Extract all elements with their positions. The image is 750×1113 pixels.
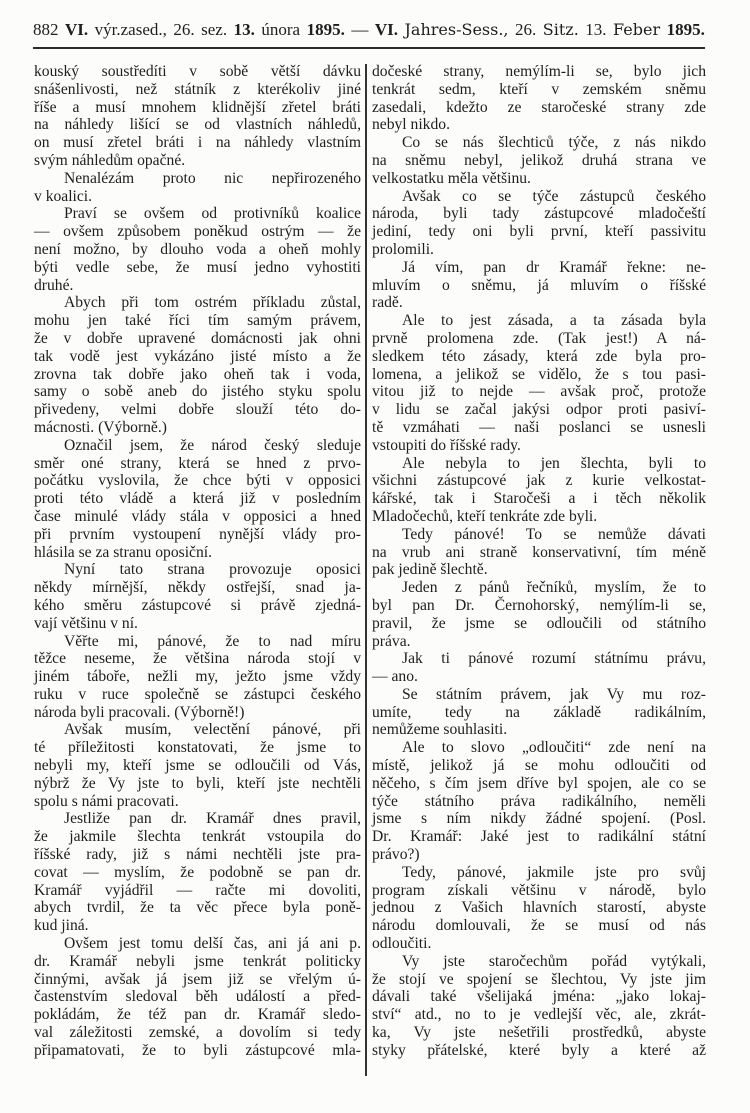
text-line: Věřte mi, pánové, že to nad míru — [64, 632, 361, 650]
text-line: vstoupiti do říšské rady. — [372, 436, 521, 454]
text-line: on musí zřetel bráti i na náhledy vlastním — [34, 134, 361, 152]
text-line: těžce neseme, že většina národa stojí v — [34, 650, 361, 668]
text-line: jsme s ním nikdy žádné spojení. (Posl. — [372, 810, 706, 828]
text-line: kářské, tak i Staročeši a i těch několik — [372, 490, 706, 508]
text-line: práva. — [372, 632, 411, 650]
text-line: Jeden z pánů řečníků, myslím, že to — [402, 579, 706, 597]
paragraph — [34, 721, 361, 810]
paragraph — [34, 561, 361, 632]
text-line: Avšak co se týče zástupců českého — [402, 187, 706, 205]
text-line: tak vodě jest vykázáno jisté místo a že — [34, 347, 361, 365]
text-line: Kramář vyjádřil — račte mi dovoliti, — [34, 881, 361, 899]
text-line: nemůžeme souhlasiti. — [372, 721, 508, 739]
text-line: jednou z Vašich hlavních starostí, abyste — [372, 899, 706, 917]
text-line: Mladočechů, kteří tenkráte zde byli. — [372, 507, 598, 525]
text-line: na vrub ani straně konservativní, tím méně — [372, 543, 706, 561]
text-line: Avšak musím, velectění pánové, při — [64, 721, 361, 739]
text-line: že v dobře upravené domácnosti jak ohni — [34, 329, 361, 347]
right-column — [372, 63, 706, 1060]
text-line: v koalici. — [34, 187, 93, 205]
text-line: někdy mírnější, někdy ostřejší, snad ja- — [34, 579, 361, 597]
text-line: Jestliže pan dr. Kramář dnes pravil, — [64, 810, 361, 828]
text-line: dočeské strany, nemýlím-li se, bylo jich — [372, 63, 706, 80]
paragraph — [372, 134, 706, 187]
paragraph — [34, 294, 361, 436]
text-line: nebyl nikdo. — [372, 116, 450, 134]
text-line: Co se nás šlechticů týče, z nás nikdo — [402, 134, 706, 152]
text-line: Praví se ovšem od protivníků koalice — [64, 205, 361, 223]
text-line: ka, Vy jste nešetřili prostředků, abyste — [372, 1024, 706, 1042]
text-line: — ovšem způsobem poněkud ostrým — že — [34, 223, 361, 241]
text-line: zrovna tak dobře jako oheň tak i voda, — [34, 365, 361, 383]
text-line: Ovšem jest tomu delší čas, ani já ani p. — [64, 935, 361, 953]
text-line: odloučiti. — [372, 935, 432, 953]
text-line: samy o sobě aneb do jistého styku spolu — [34, 383, 361, 401]
text-line: na náhledy lišící se od vlastních náhledů, — [34, 116, 361, 134]
text-line: Dr. Kramář: Jaké jest to radikální státní — [372, 828, 706, 846]
paragraph — [34, 437, 361, 562]
text-line: Tedy, pánové, jakmile jste pro svůj — [402, 863, 706, 881]
column-divider — [365, 64, 367, 1076]
text-line: čase minulé vlády stála v opposici a hned — [34, 507, 361, 525]
text-line: národa byli pracovali. (Výborně!) — [34, 703, 245, 721]
paragraph — [372, 864, 706, 953]
text-line: činnými, avšak já jsem již se vřelým ú- — [34, 970, 361, 988]
paragraph — [372, 739, 706, 864]
header-cz-sitting-label: sez. — [201, 20, 228, 39]
text-line: Vy jste staročechům pořád vytýkali, — [402, 952, 706, 970]
text-line: kud jiná. — [34, 917, 89, 935]
text-line: kouský soustředíti v sobě větší dávku — [34, 63, 361, 80]
header-de-month: Feber — [613, 20, 661, 39]
header-cz-session-label: výr.zased., — [94, 20, 167, 39]
text-line: říše a musí mnohem klidnější zřetel bráti — [34, 98, 361, 116]
text-line: mluvím o sněmu, já mluvím o říšské — [372, 276, 706, 294]
text-line: vitou již to nejde — avšak proč, protože — [372, 383, 706, 401]
paragraph — [372, 686, 706, 739]
text-line: pravil, že jsme se odloučili od státního — [372, 614, 706, 632]
paragraph — [34, 63, 361, 170]
header-de-session-label: Jahres-Sess., — [404, 20, 509, 39]
text-line: že jakmile šlechta tenkrát vstoupila do — [34, 828, 361, 846]
text-line: býti vedle sebe, že musí jedno vyhostiti — [34, 258, 361, 276]
text-line: jediní, tedy oni byli první, kteří passivitu — [372, 223, 706, 241]
paragraph — [34, 170, 361, 206]
text-line: druhé. — [34, 276, 74, 294]
text-line: val záležitosti zemské, a dovolím si tedy — [34, 1024, 361, 1042]
text-line: není možno, by dlouho voda a oheň mohly — [34, 240, 361, 258]
text-line: té příležitosti konstatovati, že jsme to — [34, 739, 361, 757]
text-line: Označil jsem, že národ český sleduje — [64, 436, 361, 454]
paragraph — [34, 633, 361, 722]
paragraph — [372, 953, 706, 1060]
paragraph — [372, 526, 706, 579]
text-line: nebyli my, kteří jsme se odloučili od Vás, — [34, 757, 361, 775]
paragraph — [372, 63, 706, 134]
text-line: Jak ti pánové rozumí státnímu právu, — [402, 650, 706, 668]
text-line: mohu jen také říci tím samým právem, — [34, 312, 361, 330]
paragraph — [372, 188, 706, 259]
text-line: ství“ atd., no to je vedlejší věc, ale, zkrát- — [372, 1006, 706, 1024]
text-line: Ale to jest zásada, a ta zásada byla — [402, 312, 706, 330]
text-line: připamatovati, že to byli zástupcové mla- — [34, 1041, 361, 1059]
text-line: lomena, a jelikož se vidělo, že s tou pasi- — [372, 365, 706, 383]
paragraph — [372, 312, 706, 454]
text-line: týče státního práva radikálního, neměli — [372, 792, 706, 810]
text-line: hlásila se za stranu oposiční. — [34, 543, 212, 561]
text-line: v lidu se začal jakýsi odpor proti pasiví- — [372, 401, 706, 419]
text-line: pokládám, že též pan dr. Kramář sledo- — [34, 1006, 361, 1024]
text-line: právo?) — [372, 846, 420, 864]
text-line: při prvním vystoupení nynější vlády pro- — [34, 525, 361, 543]
header-de-day: 13. — [585, 20, 607, 39]
text-line: kého směru zástupcové si právě zjedná- — [34, 596, 361, 614]
text-line: umíte, tedy na základě radikálním, — [372, 703, 706, 721]
paragraph — [34, 935, 361, 1060]
text-line: všichni zástupcové jak z kurie velkostat- — [372, 472, 706, 490]
text-line: pak jedině šlechtě. — [372, 561, 488, 579]
header-de-sitting-label: Sitz. — [542, 20, 579, 39]
text-line: národu domlouvali, že se musí od nás — [372, 917, 706, 935]
text-line: tě vzmáhati — naši poslanci se usnesli — [372, 418, 706, 436]
text-line: říšské rady, již s námi nechtěli jste pra- — [34, 846, 361, 864]
page-number: 882 — [33, 20, 59, 39]
text-line: jiném táboře, nežli my, ježto jsme vždy — [34, 668, 361, 686]
text-line: styky přátelské, které byly a které až — [372, 1041, 706, 1059]
text-line: Ale nebyla to jen šlechta, byli to — [402, 454, 706, 472]
header-de-session: VI. — [374, 20, 398, 39]
paragraph — [372, 259, 706, 312]
header-de-sitting: 26. — [515, 20, 537, 39]
text-line: svým náhledům opačné. — [34, 151, 186, 169]
text-line: abych tvrdil, že ta věc přece byla poně- — [34, 899, 361, 917]
text-line: byl pan Dr. Černohorský, nemýlím-li se, — [372, 596, 706, 614]
header-separator: — — [351, 20, 369, 39]
text-line: proti této vládě a která již v posledním — [34, 490, 361, 508]
text-line: nýbrž že Vy jste to byli, kteří jste nechtěli — [34, 774, 361, 792]
text-line: dr. Kramář nebyli jsme tenkrát politicky — [34, 952, 361, 970]
text-line: přivedeny, velmi dobře slouží této do- — [34, 401, 361, 419]
text-line: snášenlivosti, než státník z kterékoliv jiné — [34, 80, 361, 98]
text-line: velkostatku měla většinu. — [372, 169, 531, 187]
text-line: něčeho, s čím jsem dříve byl spojen, ale co se — [372, 774, 706, 792]
text-line: že stojí ve spojení se šlechtou, Vy jste jim — [372, 970, 706, 988]
left-column — [34, 63, 361, 1060]
text-line: zasedali, kdežto ze staročeské strany zde — [372, 98, 706, 116]
text-line: Nyní tato strana provozuje oposici — [64, 561, 361, 579]
text-line: na sněmu nebyl, jelikož druhá strana ve — [372, 151, 706, 169]
text-line: covat — myslím, že podobně se pan dr. — [34, 863, 361, 881]
text-line: ruku v ruce společně se zástupci českého — [34, 685, 361, 703]
text-line: vají většinu v ní. — [34, 614, 138, 632]
text-line: prvně prolomena zde. (Tak jest!) A ná- — [372, 329, 706, 347]
text-line: prolomili. — [372, 240, 434, 258]
header-cz-year: 1895. — [306, 20, 345, 39]
paragraph — [372, 650, 706, 686]
header-rule — [33, 47, 705, 49]
text-line: Se státním právem, jak Vy mu roz- — [402, 685, 706, 703]
text-line: Já vím, pan dr Kramář řekne: ne- — [402, 258, 706, 276]
text-line: — ano. — [372, 668, 418, 686]
text-line: Nenalézám proto nic nepřirozeného — [64, 169, 361, 187]
text-line: sledkem této zásady, která zde byla pro- — [372, 347, 706, 365]
text-line: místě, jelikož já se mohu odloučiti od — [372, 757, 706, 775]
text-line: spolu s námi pracovati. — [34, 792, 179, 810]
paragraph — [372, 579, 706, 650]
text-line: směr oné strany, která se hned z prvo- — [34, 454, 361, 472]
header-cz-month: února — [261, 20, 301, 39]
header-de-year: 1895. — [666, 20, 705, 39]
text-line: národa, byli tady zástupcové mladočeští — [372, 205, 706, 223]
header-cz-day: 13. — [233, 20, 255, 39]
text-line: častenstvím sledoval běh událostí a před- — [34, 988, 361, 1006]
paragraph — [34, 205, 361, 294]
text-line: radě. — [372, 294, 403, 312]
text-line: mácnosti. (Výborně.) — [34, 418, 167, 436]
text-line: program získali většinu v národě, bylo — [372, 881, 706, 899]
text-line: dávali také všelijaká jména: „jako lokaj- — [372, 988, 706, 1006]
header-cz-sitting: 26. — [173, 20, 195, 39]
text-line: Abych při tom ostrém příkladu zůstal, — [64, 294, 361, 312]
header-cz-session: VI. — [65, 20, 89, 39]
paragraph — [372, 455, 706, 526]
text-line: počátku vyslovila, že chce býti v opposici — [34, 472, 361, 490]
text-line: Ale to slovo „odloučiti“ zde není na — [402, 739, 706, 757]
running-header — [33, 20, 705, 40]
text-line: Tedy pánové! To se nemůže dávati — [402, 525, 706, 543]
text-line: tenkrát sedm, kteří v zemském sněmu — [372, 80, 706, 98]
paragraph — [34, 810, 361, 935]
